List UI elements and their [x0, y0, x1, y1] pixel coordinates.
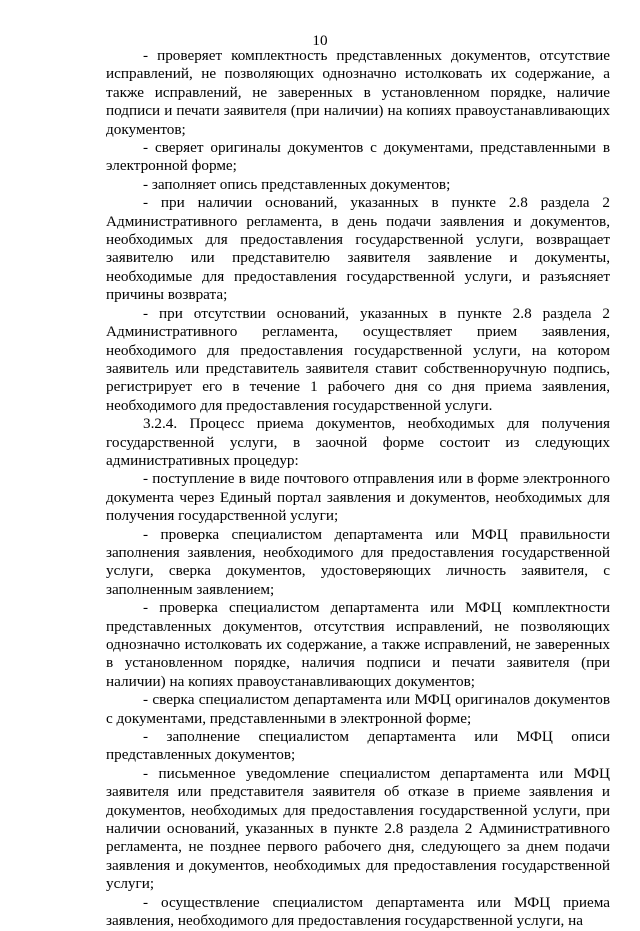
paragraph: - проверка специалистом департамента или МФЦ комплектности представленных документов, отсутствия исправлений, не позволяющих однозначно истолковать их содержание, а также исправлений, не заверенных в установленном порядке, наличия подписи и печати заявителя (при наличии) на копиях правоустанавливающих документов;	[106, 599, 610, 690]
page-number: 10	[312, 32, 328, 49]
paragraph: - при отсутствии оснований, указанных в пункте 2.8 раздела 2 Административного регламента, осуществляет прием заявления, необходимого для предоставления государственной услуги, на котором заявитель или представитель заявителя ставит собственноручную подпись, регистрирует его в течение 1 рабочего дня со дня приема заявления, необходимого для предоставления государственной услуги.	[106, 304, 610, 414]
paragraph: - осуществление специалистом департамента или МФЦ приема заявления, необходимого для предоставления государственной услуги, на	[106, 893, 610, 930]
paragraph: - письменное уведомление специалистом департамента или МФЦ заявителя или представителя заявителя об отказе в приеме заявления и документов, необходимых для предоставления государственной услуги, при наличии оснований, указанных в пункте 2.8 раздела 2 Административного регламента, не позднее первого рабочего дня, следующего за днем подачи заявления и документов, необходимых для предоставления государственной услуги;	[106, 764, 610, 893]
paragraph: - заполнение специалистом департамента или МФЦ описи представленных документов;	[106, 728, 610, 764]
document-body	[106, 47, 610, 931]
paragraph: 3.2.4. Процесс приема документов, необходимых для получения государственной услуги, в заочной форме состоит из следующих административных процедур:	[106, 415, 610, 469]
paragraph: - поступление в виде почтового отправления или в форме электронного документа через Единый портал заявления и документов, необходимых для получения государственной услуги;	[106, 470, 610, 525]
paragraph: - сверка специалистом департамента или МФЦ оригиналов документов с документами, представленными в электронной форме;	[106, 691, 610, 727]
paragraph: - заполняет опись представленных документов;	[143, 175, 451, 193]
paragraph: - проверка специалистом департамента или МФЦ правильности заполнения заявления, необходимого для предоставления государственной услуги, сверка документов, удостоверяющих личность заявителя, с заполненным заявлением;	[106, 525, 610, 598]
paragraph: - сверяет оригиналы документов с документами, представленными в электронной форме;	[106, 139, 610, 175]
paragraph: - проверяет комплектность представленных документов, отсутствие исправлений, не позволяющих однозначно истолковать их содержание, а также исправлений, не заверенных в установленном порядке, наличие подписи и печати заявителя (при наличии) на копиях правоустанавливающих документов;	[106, 47, 610, 138]
paragraph: - при наличии оснований, указанных в пункте 2.8 раздела 2 Административного регламента, в день подачи заявления и документов, необходимых для предоставления государственной услуги, возвращает заявителю или представителю заявителя заявление и документы, необходимые для предоставления государственной услуги, и разъясняет причины возврата;	[106, 194, 610, 304]
